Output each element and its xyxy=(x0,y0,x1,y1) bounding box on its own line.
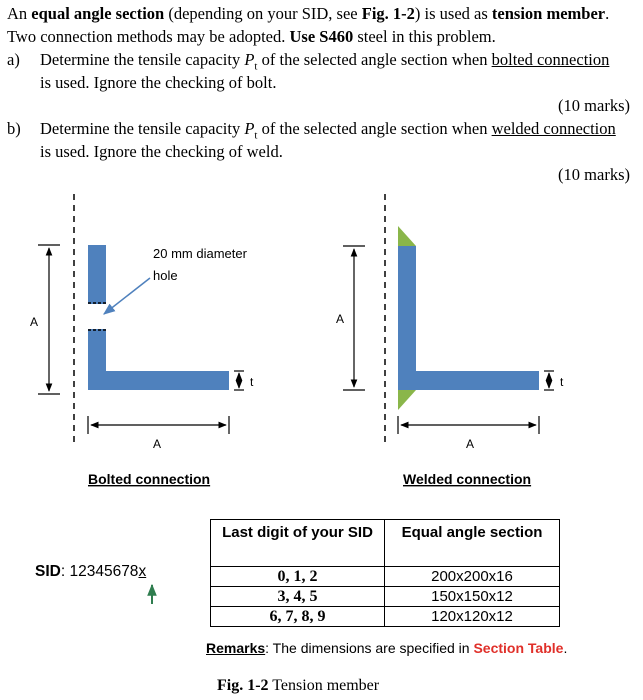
row-digits: 6, 7, 8, 9 xyxy=(211,607,385,627)
part-b-marks: (10 marks) xyxy=(558,165,630,184)
table-header-row xyxy=(211,520,560,567)
row-section: 200x200x16 xyxy=(385,567,560,587)
part-a-label: a) xyxy=(7,50,20,69)
welded-angle-section xyxy=(398,246,539,390)
hole-label-line-2: hole xyxy=(153,268,178,283)
welded-dim-a-horizontal: A xyxy=(466,437,475,451)
section-table xyxy=(210,519,560,627)
part-a-question: Determine the tensile capacity $P_t$ of the selected angle section when bolted connection xyxy=(40,50,610,73)
part-b-line-2: is used. Ignore the checking of weld. xyxy=(40,142,283,161)
table-row xyxy=(211,607,560,627)
hole-pointer-arrow xyxy=(104,278,150,314)
welded-caption: Welded connection xyxy=(403,471,532,487)
bolted-dim-a-vertical: A xyxy=(30,315,39,329)
bolted-dim-a-horizontal: A xyxy=(153,437,162,451)
part-b-label: b) xyxy=(7,119,21,138)
bolted-width-dimension xyxy=(88,416,229,434)
top-weld xyxy=(398,226,416,246)
bolted-caption: Bolted connection xyxy=(88,471,211,487)
remarks: Remarks: The dimensions are specified in Section Table. xyxy=(206,640,568,656)
row-section: 120x120x12 xyxy=(385,607,560,627)
bolted-height-dimension xyxy=(38,245,60,394)
bolted-thickness-dimension xyxy=(234,371,244,390)
bolted-angle-section xyxy=(88,245,229,390)
welded-width-dimension xyxy=(398,416,539,434)
hole-label-line-1: 20 mm diameter xyxy=(153,246,247,261)
intro-line-1: An equal angle section (depending on your SID, see Fig. 1-2) is used as tension member. xyxy=(7,4,610,23)
welded-dim-a-vertical: A xyxy=(336,312,345,326)
part-a-line-2: is used. Ignore the checking of bolt. xyxy=(40,73,277,92)
welded-height-dimension xyxy=(343,246,365,390)
header-angle-section: Equal angle section xyxy=(385,520,560,567)
bottom-weld xyxy=(398,390,416,410)
table-row xyxy=(211,587,560,607)
welded-thickness-dimension xyxy=(544,371,554,390)
table-row xyxy=(211,567,560,587)
row-digits: 3, 4, 5 xyxy=(211,587,385,607)
intro-line-2: Two connection methods may be adopted. Use S460 steel in this problem. xyxy=(7,27,496,46)
row-section: 150x150x12 xyxy=(385,587,560,607)
bolted-dim-t: t xyxy=(250,375,254,389)
part-b-question: Determine the tensile capacity $P_t$ of the selected angle section when welded connection xyxy=(40,119,616,142)
sid-text: SID: 12345678x xyxy=(35,563,147,580)
row-digits: 0, 1, 2 xyxy=(211,567,385,587)
welded-dim-t: t xyxy=(560,375,564,389)
figure-caption: Fig. 1-2 Tension member xyxy=(217,677,380,694)
part-a-marks: (10 marks) xyxy=(558,96,630,115)
header-last-digit: Last digit of your SID xyxy=(211,520,385,567)
